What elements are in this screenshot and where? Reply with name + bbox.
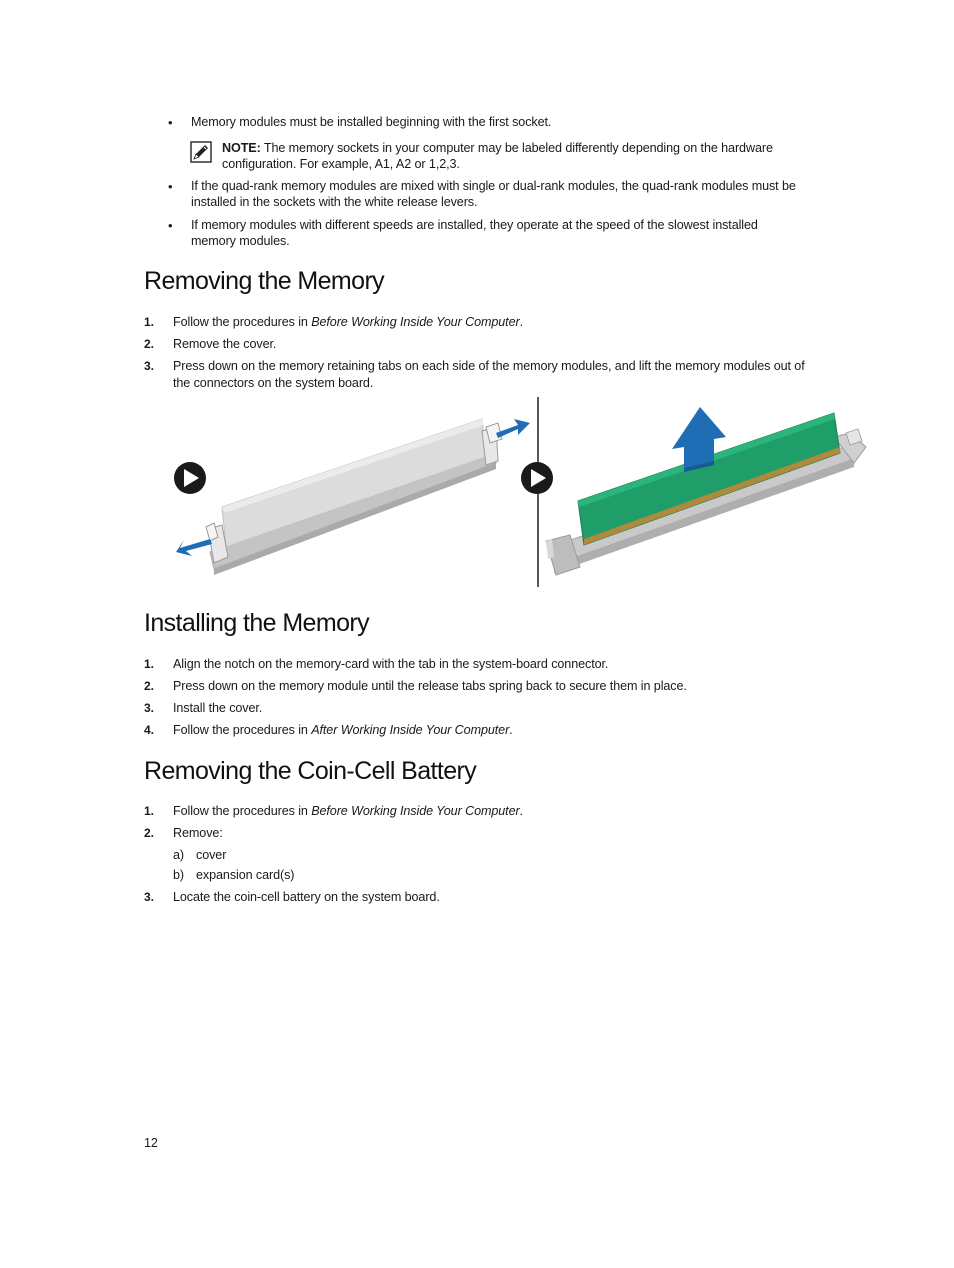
step-text: Align the notch on the memory-card with the tab in the system-board connector. <box>173 657 609 671</box>
substep-text: cover <box>196 848 227 862</box>
step-text: Follow the procedures in After Working Inside Your Computer. <box>173 723 513 737</box>
step-number: 1. <box>144 315 155 329</box>
document-reference: After Working Inside Your Computer <box>311 723 510 737</box>
note-label: NOTE: <box>222 141 261 155</box>
memory-removal-illustration <box>170 397 870 587</box>
step-number: 3. <box>144 890 155 904</box>
step-text: Locate the coin-cell battery on the system board. <box>173 890 440 904</box>
step-number: 2. <box>144 337 155 351</box>
substep-label: b) <box>173 868 184 882</box>
step-number: 1. <box>144 804 155 818</box>
play-circle-icon <box>174 462 206 494</box>
note-line-2: configuration. For example, A1, A2 or 1,2,3. <box>222 157 460 171</box>
play-circle-icon <box>521 462 553 494</box>
section-heading: Removing the Memory <box>144 267 385 295</box>
document-reference: Before Working Inside Your Computer <box>311 804 520 818</box>
note-pencil-icon <box>190 141 212 163</box>
step-text-line: Press down on the memory retaining tabs on each side of the memory modules, and lift the memory modules out of <box>173 359 805 373</box>
step-number: 2. <box>144 679 155 693</box>
bullet-marker: • <box>168 218 173 233</box>
step-text: Follow the procedures in Before Working Inside Your Computer. <box>173 804 523 818</box>
step-text: Remove: <box>173 826 223 840</box>
bullet-text-line: memory modules. <box>191 234 290 248</box>
step-text: Install the cover. <box>173 701 263 715</box>
step-number: 3. <box>144 359 155 373</box>
substep-label: a) <box>173 848 184 862</box>
section-heading: Removing the Coin-Cell Battery <box>144 757 477 785</box>
step-text: Follow the procedures in Before Working Inside Your Computer. <box>173 315 523 329</box>
note-text: The memory sockets in your computer may be labeled differently depending on the hardware <box>263 141 773 155</box>
section-heading: Installing the Memory <box>144 609 369 637</box>
step-text-line: the connectors on the system board. <box>173 376 374 390</box>
step-number: 2. <box>144 826 155 840</box>
step-number: 1. <box>144 657 155 671</box>
bullet-text-line: If memory modules with different speeds are installed, they operate at the speed of the slowest installed <box>191 218 758 232</box>
note-line-1 <box>222 140 773 157</box>
step-number: 3. <box>144 701 155 715</box>
document-reference: Before Working Inside Your Computer <box>311 315 520 329</box>
step-text: Remove the cover. <box>173 337 277 351</box>
substep-text: expansion card(s) <box>196 868 295 882</box>
bullet-marker: • <box>168 179 173 194</box>
memory-module-gray <box>206 419 502 575</box>
bullet-text-line: installed in the sockets with the white release levers. <box>191 195 478 209</box>
page-number: 12 <box>144 1136 158 1150</box>
bullet-text-line: If the quad-rank memory modules are mixed with single or dual-rank modules, the quad-rank modules must be <box>191 179 796 193</box>
step-text: Press down on the memory module until the release tabs spring back to secure them in place. <box>173 679 687 693</box>
bullet-text: Memory modules must be installed beginning with the first socket. <box>191 115 552 129</box>
step-number: 4. <box>144 723 155 737</box>
bullet-marker: • <box>168 115 173 130</box>
